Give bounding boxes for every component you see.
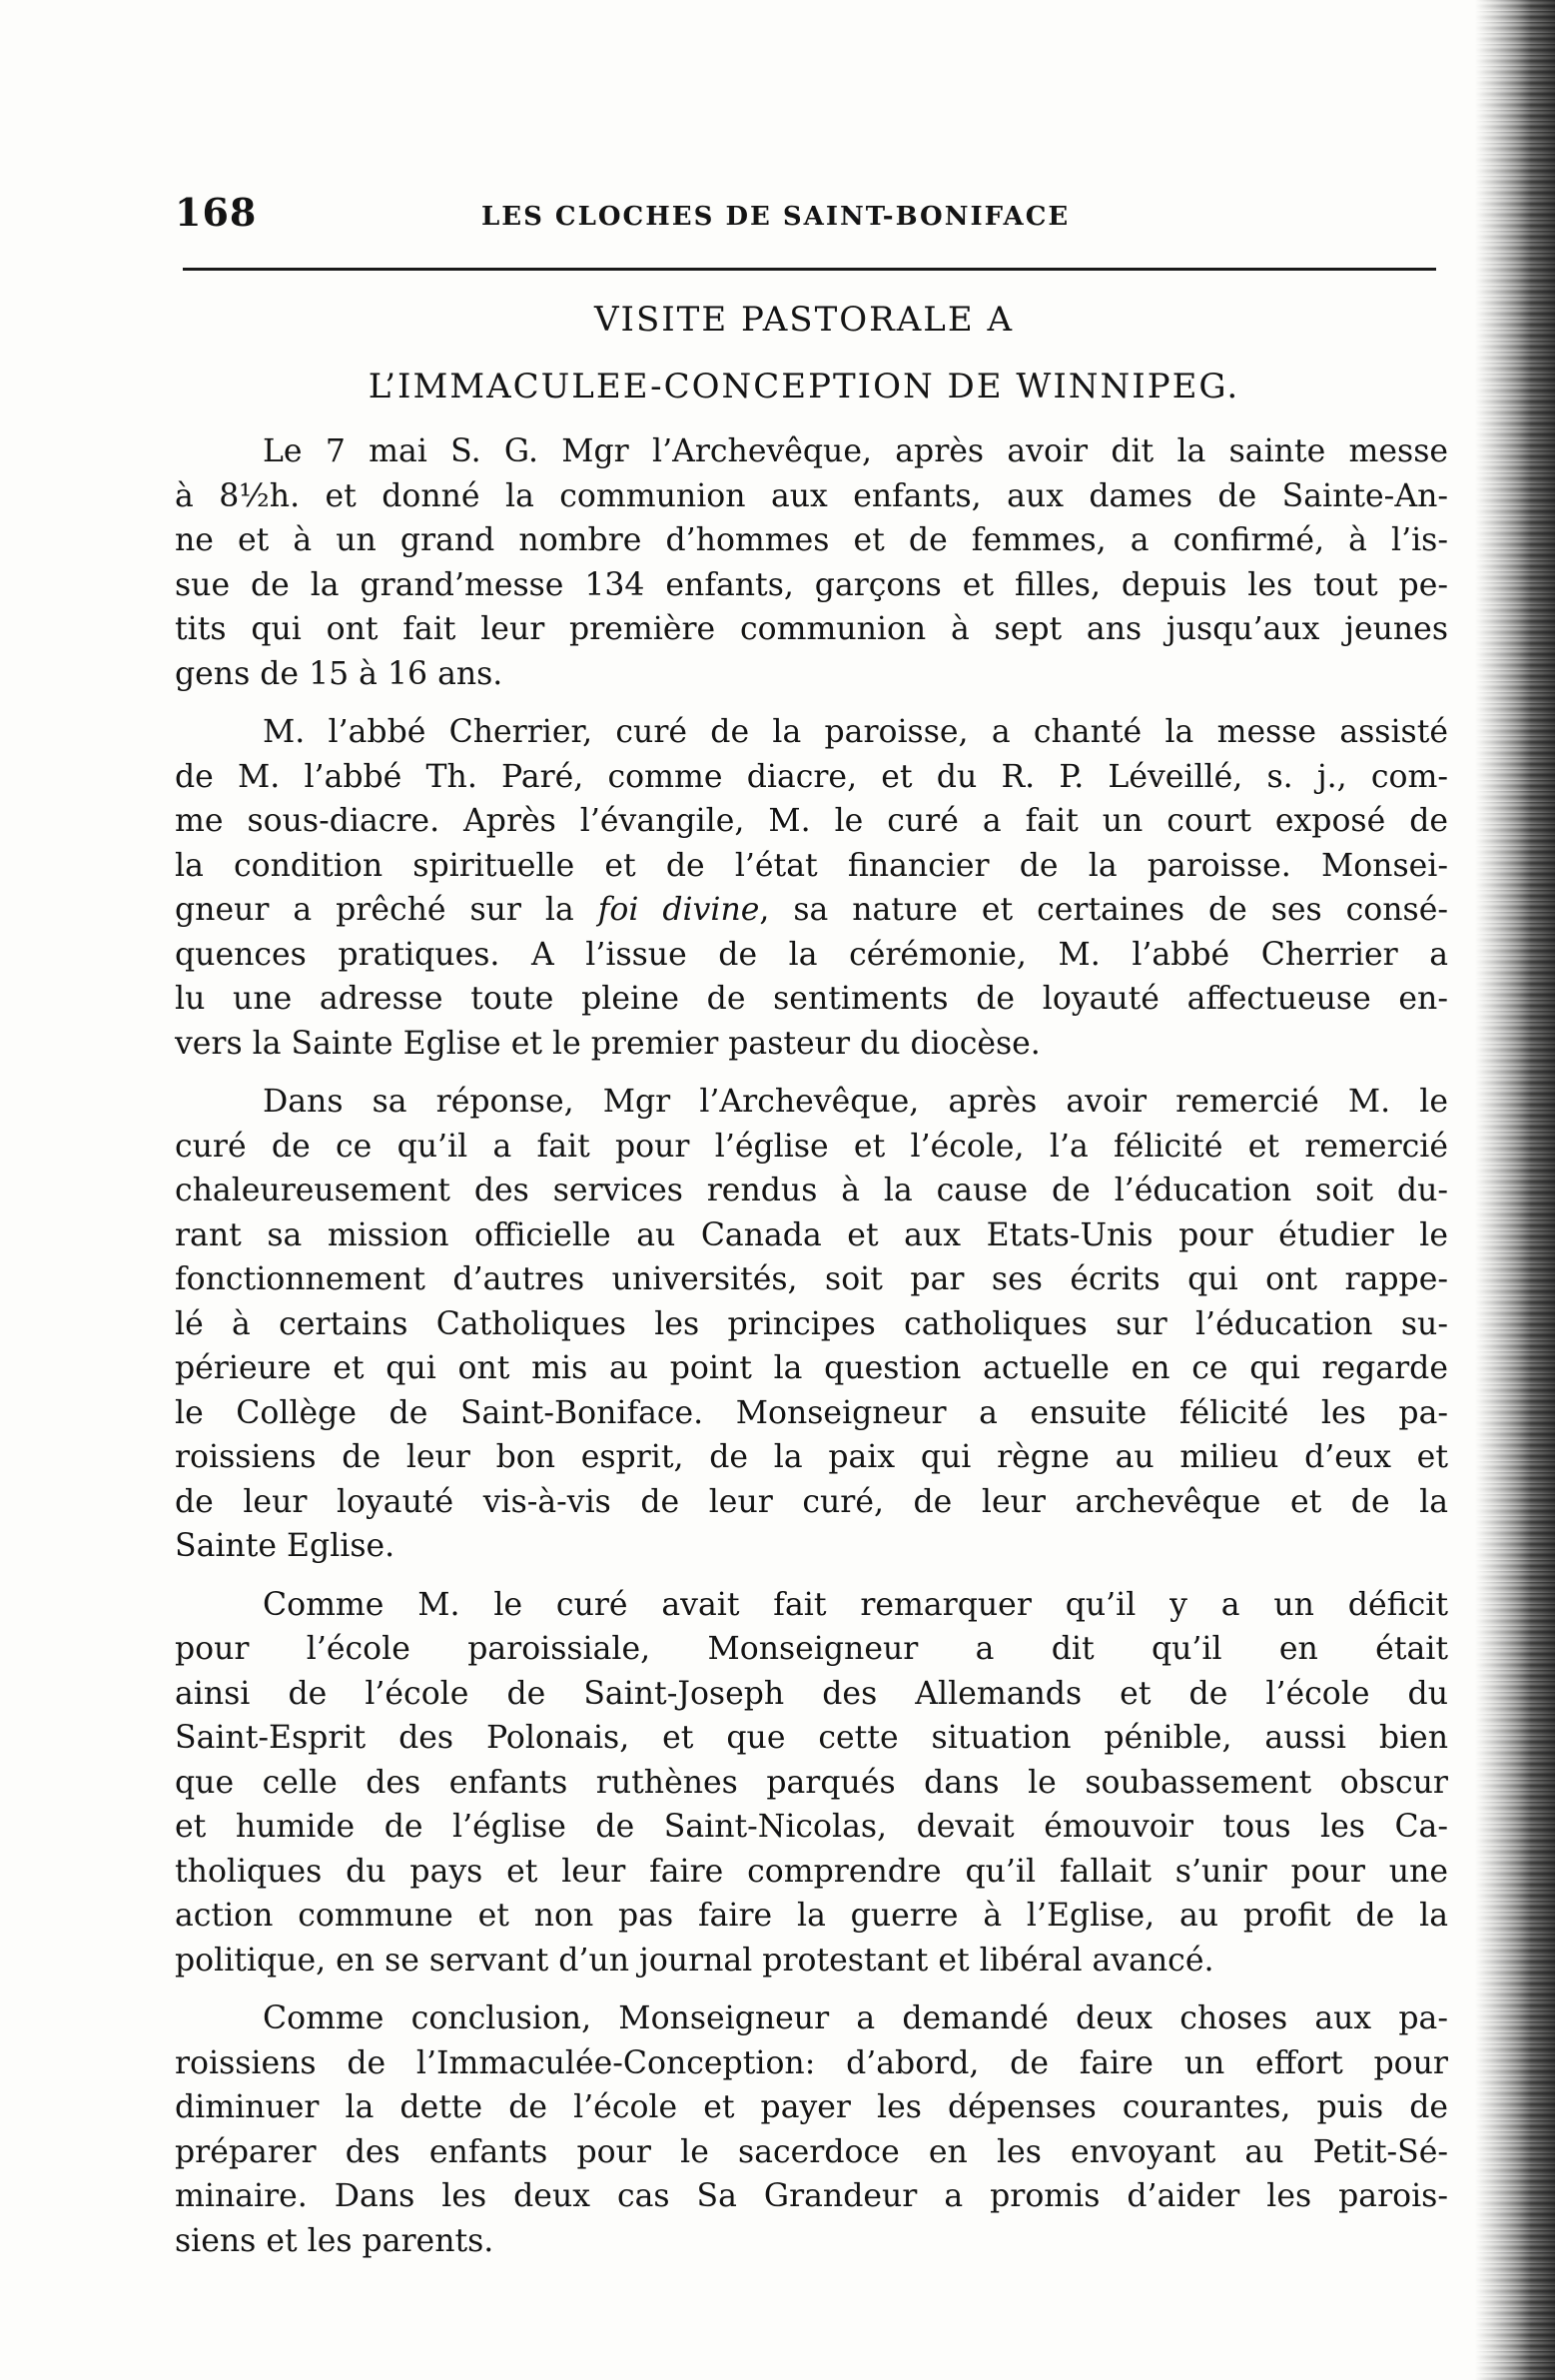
text-line: le Collège de Saint-Boniface. Monseigneur a ensuite félicité les pa- xyxy=(175,1394,1448,1431)
running-title: LES CLOCHES DE SAINT-BONIFACE xyxy=(481,202,1071,232)
text-line: lu une adresse toute pleine de sentiments de loyauté affectueuse en- xyxy=(175,981,1448,1017)
text-line: gens de 15 à 16 ans. xyxy=(175,655,503,692)
text-line: Saint-Esprit des Polonais, et que cette situation pénible, aussi bien xyxy=(175,1720,1448,1756)
text-line: action commune et non pas faire la guerre à l’Eglise, au profit de la xyxy=(175,1898,1448,1934)
text-line: lé à certains Catholiques les principes catholiques sur l’éducation su- xyxy=(175,1305,1448,1342)
text-line: rant sa mission officielle au Canada et aux Etats-Unis pour étudier le xyxy=(175,1216,1448,1253)
body-text xyxy=(175,429,1448,2277)
paragraph-5 xyxy=(175,1996,1448,2263)
text-line: sue de la grand’messe 134 enfants, garçons et filles, depuis les tout pe- xyxy=(175,566,1448,603)
text-segment: gneur a prêché sur la xyxy=(175,892,598,928)
text-line: Dans sa réponse, Mgr l’Archevêque, après avoir remercié M. le xyxy=(263,1084,1448,1120)
text-line: ne et à un grand nombre d’hommes et de femmes, a confirmé, à l’is- xyxy=(175,522,1448,558)
text-line: de M. l’abbé Th. Paré, comme diacre, et du R. P. Léveillé, s. j., com- xyxy=(175,758,1448,795)
text-line: Le 7 mai S. G. Mgr l’Archevêque, après avoir dit la sainte messe xyxy=(263,433,1448,469)
text-line: la condition spirituelle et de l’état financier de la paroisse. Monsei- xyxy=(175,847,1448,884)
text-line: minaire. Dans les deux cas Sa Grandeur a promis d’aider les parois- xyxy=(175,2178,1448,2214)
text-line: tits qui ont fait leur première communion à sept ans jusqu’aux jeunes xyxy=(175,611,1448,647)
running-head xyxy=(175,190,1473,250)
text-line: vers la Sainte Eglise et le premier pasteur du diocèse. xyxy=(175,1025,1041,1062)
text-line: fonctionnement d’autres universités, soit par ses écrits qui ont rappe- xyxy=(175,1261,1448,1297)
text-line: Comme conclusion, Monseigneur a demandé deux choses aux pa- xyxy=(263,2000,1448,2036)
scan-shadow-edge xyxy=(1475,0,1555,2380)
header-rule xyxy=(183,268,1436,271)
text-line: roissiens de leur bon esprit, de la paix qui règne au milieu d’eux et xyxy=(175,1439,1448,1475)
text-line: diminuer la dette de l’école et payer les dépenses courantes, puis de xyxy=(175,2089,1448,2125)
paragraph-2 xyxy=(175,710,1448,1066)
text-line: Sainte Eglise. xyxy=(175,1528,395,1564)
text-line: siens et les parents. xyxy=(175,2222,494,2259)
text-line-with-italic xyxy=(175,888,1448,933)
paragraph-3 xyxy=(175,1080,1448,1569)
text-line: pour l’école paroissiale, Monseigneur a dit qu’il en était xyxy=(175,1631,1448,1667)
text-line: ainsi de l’école de Saint-Joseph des Allemands et de l’école du xyxy=(175,1675,1448,1712)
text-line: me sous-diacre. Après l’évangile, M. le curé a fait un court exposé de xyxy=(175,803,1448,839)
text-line: tholiques du pays et leur faire comprendre qu’il fallait s’unir pour une xyxy=(175,1853,1448,1890)
text-line: et humide de l’église de Saint-Nicolas, devait émouvoir tous les Ca- xyxy=(175,1809,1448,1845)
text-line: politique, en se servant d’un journal protestant et libéral avancé. xyxy=(175,1942,1214,1979)
text-segment: , sa nature et certaines de ses consé- xyxy=(759,892,1449,928)
text-line: Comme M. le curé avait fait remarquer qu’il y a un déficit xyxy=(263,1586,1448,1623)
text-line: préparer des enfants pour le sacerdoce en les envoyant au Petit-Sé- xyxy=(175,2133,1448,2170)
text-line: chaleureusement des services rendus à la cause de l’éducation soit du- xyxy=(175,1173,1448,1208)
text-line: périeure et qui ont mis au point la question actuelle en ce qui regarde xyxy=(175,1350,1448,1386)
italic-phrase: foi divine xyxy=(597,892,760,928)
paragraph-1 xyxy=(175,429,1448,696)
section-heading-line1: VISITE PASTORALE A xyxy=(593,300,1015,340)
page-number: 168 xyxy=(175,190,258,235)
paragraph-4 xyxy=(175,1583,1448,1983)
text-line: à 8½h. et donné la communion aux enfants, aux dames de Sainte-An- xyxy=(175,477,1448,514)
text-line: quences pratiques. A l’issue de la cérémonie, M. l’abbé Cherrier a xyxy=(175,936,1448,973)
text-line: M. l’abbé Cherrier, curé de la paroisse, a chanté la messe assisté xyxy=(263,714,1448,750)
section-heading-line2: L’IMMACULEE-CONCEPTION DE WINNIPEG. xyxy=(368,367,1240,406)
text-line: roissiens de l’Immaculée-Conception: d’abord, de faire un effort pour xyxy=(175,2044,1448,2081)
text-line: curé de ce qu’il a fait pour l’église et l’école, l’a félicité et remercié xyxy=(175,1128,1448,1165)
text-line: que celle des enfants ruthènes parqués dans le soubassement obscur xyxy=(175,1764,1448,1801)
text-line: de leur loyauté vis-à-vis de leur curé, de leur archevêque et de la xyxy=(175,1483,1448,1520)
